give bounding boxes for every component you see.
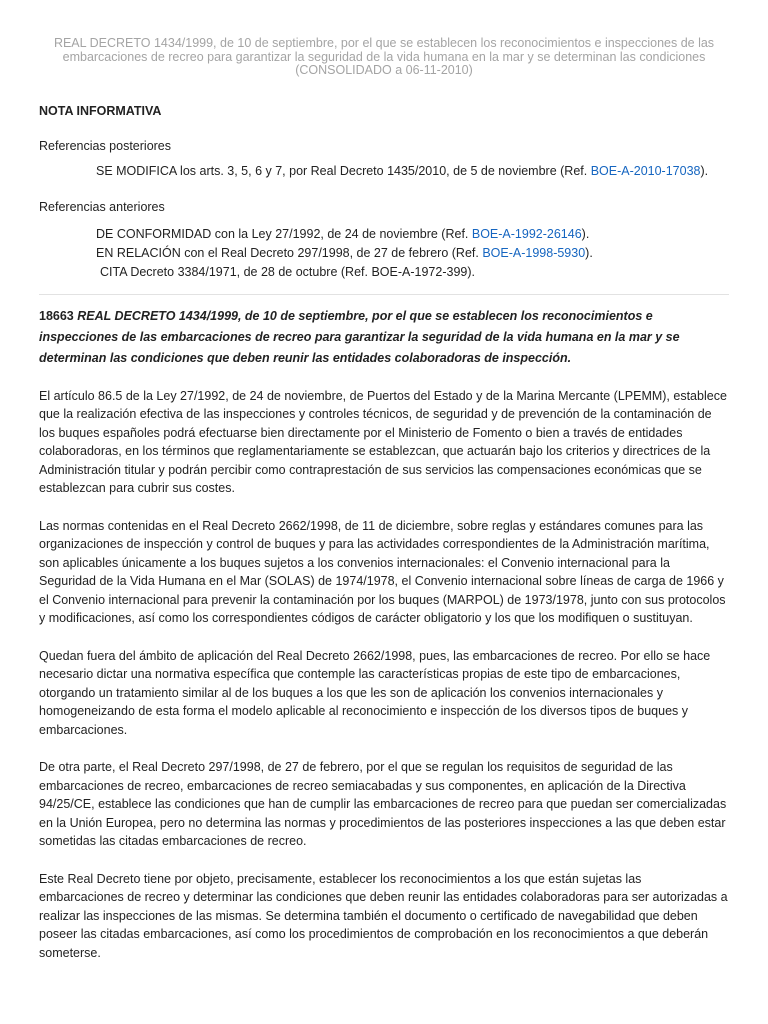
referencias-posteriores-heading: Referencias posteriores [39, 138, 172, 153]
nota-informativa-heading: NOTA INFORMATIVA [39, 103, 162, 118]
body-paragraph: Quedan fuera del ámbito de aplicación del Real Decreto 2662/1998, pues, las embarcaciones de recreo. Por ello se hace necesario dictar una normativa específica que contemple las características propias de este tipo de embarcaciones, otorgando un tratamiento similar al de los buques a los que les son de aplicación los convenios internacionales y homogeneizando de esta forma el modelo aplicable al reconocimiento e inspección de los diversos tipos de buques y embarcaciones. [39, 648, 711, 737]
body-paragraph: El artículo 86.5 de la Ley 27/1992, de 24 de noviembre, de Puertos del Estado y de la Marina Mercante (LPEMM), establece que la realización efectiva de las inspecciones y controles técnicos, de seguridad y de prevención de la contaminación de los buques españoles podrá efectuarse bien directamente por el Ministerio de Fomento o bien a través de entidades colaboradoras, en los términos que reglamentariamente se establezcan, que actuarán bajo los criterios y directrices de la Administración titular y podrán percibir como contraprestación de sus servicios las compensaciones económicas que se establezcan para cubrir sus costes. [39, 388, 727, 495]
reference-suffix: ). [581, 226, 590, 241]
referencias-anteriores-heading: Referencias anteriores [39, 199, 165, 214]
reference-suffix: ). [700, 163, 709, 178]
header-line-3: (CONSOLIDADO a 06-11-2010) [295, 63, 473, 77]
referencias-posteriores-list [39, 162, 729, 181]
reference-text: CITA Decreto 3384/1971, de 28 de octubre (Ref. BOE-A-1972-399). [100, 264, 475, 279]
document-header [17, 0, 751, 78]
reference-item [96, 162, 729, 181]
reference-item [96, 244, 729, 263]
reference-item [96, 263, 729, 282]
reference-text: DE CONFORMIDAD con la Ley 27/1992, de 24 de noviembre (Ref. [96, 226, 472, 241]
reference-text: SE MODIFICA los arts. 3, 5, 6 y 7, por Real Decreto 1435/2010, de 5 de noviembre (Ref. [96, 163, 591, 178]
decree-title-text: REAL DECRETO 1434/1999, de 10 de septiembre, por el que se establecen los reconocimientos e inspecciones de las embarcaciones de recreo para garantizar la seguridad de la vida humana en la mar y se determinan las condiciones que deben reunir las entidades colaboradoras de inspección. [39, 308, 680, 365]
body-paragraph: Este Real Decreto tiene por objeto, precisamente, establecer los reconocimientos a los que están sujetas las embarcaciones de recreo y determinar las condiciones que deben reunir las entidades colaboradoras para ser autorizadas a realizar las inspecciones de las mismas. Se determina también el documento o certificado de navegabilidad que deben poseer las citadas embarcaciones, así como los procedimientos de comprobación en los reconocimientos a que deberán someterse. [39, 871, 728, 960]
reference-item [96, 225, 729, 244]
body-paragraph: De otra parte, el Real Decreto 297/1998, de 27 de febrero, por el que se regulan los requisitos de seguridad de las embarcaciones de recreo, embarcaciones de recreo semiacabadas y sus componentes, en aplicación de la Directiva 94/25/CE, establece las condiciones que han de cumplir las embarcaciones de recreo para que puedan ser comercializadas en la Unión Europea, pero no determina las normas y procedimientos de las posteriores inspecciones a las que deben estar sometidas las citadas embarcaciones de recreo. [39, 760, 727, 848]
decree-number: 18663 [39, 308, 74, 323]
reference-suffix: ). [585, 245, 593, 260]
referencias-anteriores-list [39, 225, 729, 282]
decree-title [39, 294, 729, 369]
boe-reference-link[interactable]: BOE-A-1998-5930 [482, 245, 586, 260]
header-line-1: REAL DECRETO 1434/1999, de 10 de septiembre, por el que se establecen los reconocimientos e inspecciones de las [53, 36, 715, 50]
boe-reference-link[interactable]: BOE-A-2010-17038 [590, 163, 701, 178]
boe-reference-link[interactable]: BOE-A-1992-26146 [471, 226, 582, 241]
header-line-2: embarcaciones de recreo para garantizar la seguridad de la vida humana en la mar y se determinan las condiciones [62, 49, 706, 64]
body-paragraph: Las normas contenidas en el Real Decreto 2662/1998, de 11 de diciembre, sobre reglas y estándares comunes para las organizaciones de inspección y control de buques y para las actividades correspondientes de la Administración marítima, son aplicables únicamente a los buques sujetos a los convenios internacionales: el Convenio internacional para la Seguridad de la Vida Humana en el Mar (SOLAS) de 1974/1978, el Convenio internacional sobre líneas de carga de 1966 y el Convenio internacional para prevenir la contaminación por los buques (MARPOL) de 1973/1978, junto con sus protocolos y modificaciones, así como los correspondientes códigos de carácter obligatorio y los que los modifiquen o sustituyan. [39, 518, 726, 625]
reference-text: EN RELACIÓN con el Real Decreto 297/1998, de 27 de febrero (Ref. [96, 245, 483, 260]
